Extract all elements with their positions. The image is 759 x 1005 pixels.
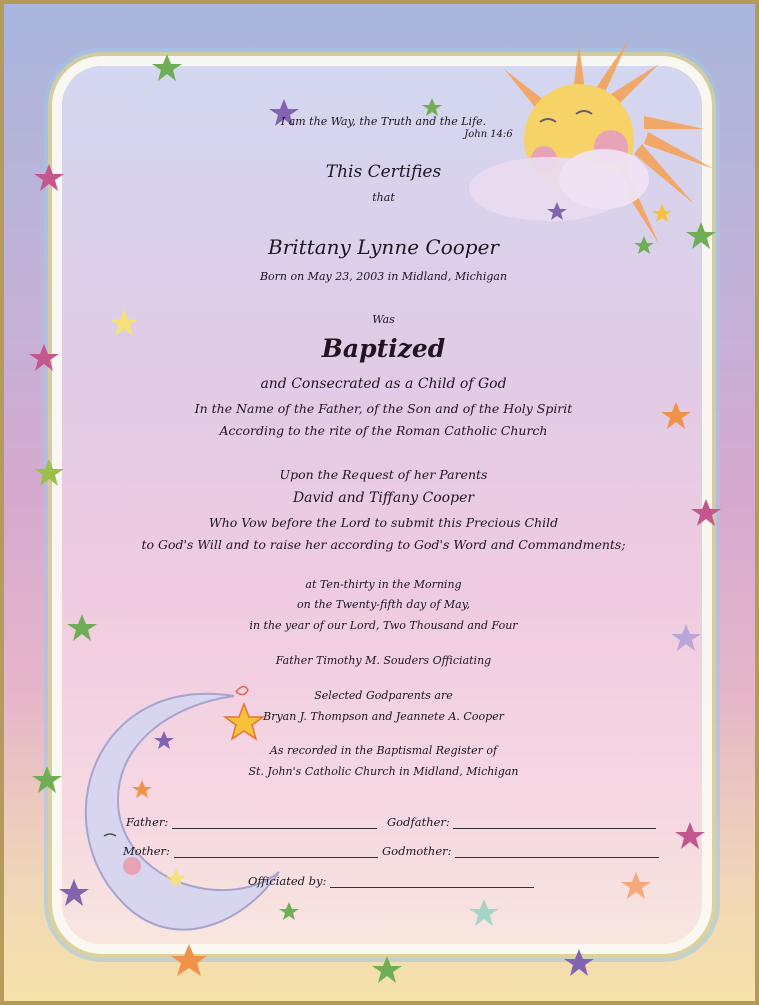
mother-label: Mother: [123,844,170,858]
day-text: on the Twenty-fifth day of May, [296,598,470,611]
parents-names: David and Tiffany Cooper [292,490,475,506]
father-signature-line[interactable] [172,816,377,829]
officiant-text: Father Timothy M. Souders Officiating [275,654,492,667]
heading: This Certifies [325,162,442,182]
register-line-2: St. John's Catholic Church in Midland, Michigan [248,765,519,778]
vow-line-2: to God's Will and to raise her according to God's Word and Commandments; [141,537,626,552]
was-text: Was [372,313,395,326]
baptized-title: Baptized [321,334,446,363]
verse-text: I am the Way, the Truth and the Life. [280,115,487,128]
godfather-signature-line[interactable] [453,816,656,829]
godfather-signature-field[interactable] [387,815,656,829]
child-name: Brittany Lynne Cooper [268,235,499,259]
father-label: Father: [126,815,169,829]
year-text: in the year of our Lord, Two Thousand and Four [249,619,518,632]
consecrated-text: and Consecrated as a Child of God [260,376,507,392]
godfather-label: Godfather: [387,815,450,829]
godmother-label: Godmother: [382,844,452,858]
godparents-names: Bryan J. Thompson and Jeannete A. Cooper [263,710,504,723]
mother-signature-field[interactable] [123,844,378,858]
time-text: at Ten-thirty in the Morning [305,578,462,591]
godmother-signature-line[interactable] [455,845,659,858]
rite-text: According to the rite of the Roman Catholic Church [219,423,548,438]
register-line-1: As recorded in the Baptismal Register of [269,744,498,757]
request-text: Upon the Request of her Parents [279,467,488,482]
officiated-signature-line[interactable] [330,875,534,888]
birth-info: Born on May 23, 2003 in Midland, Michigan [259,270,508,283]
godparents-intro: Selected Godparents are [314,689,453,702]
verse-reference: John 14:6 [464,129,513,140]
mother-signature-line[interactable] [174,845,378,858]
officiated-by-label: Officiated by: [248,874,327,888]
that-text: that [372,191,395,204]
sun-illustration [469,39,714,244]
officiated-signature-field[interactable] [248,874,534,888]
godmother-signature-field[interactable] [382,844,659,858]
trinity-text: In the Name of the Father, of the Son and of the Holy Spirit [194,401,573,416]
vow-line-1: Who Vow before the Lord to submit this Precious Child [208,515,559,530]
father-signature-field[interactable] [126,815,377,829]
